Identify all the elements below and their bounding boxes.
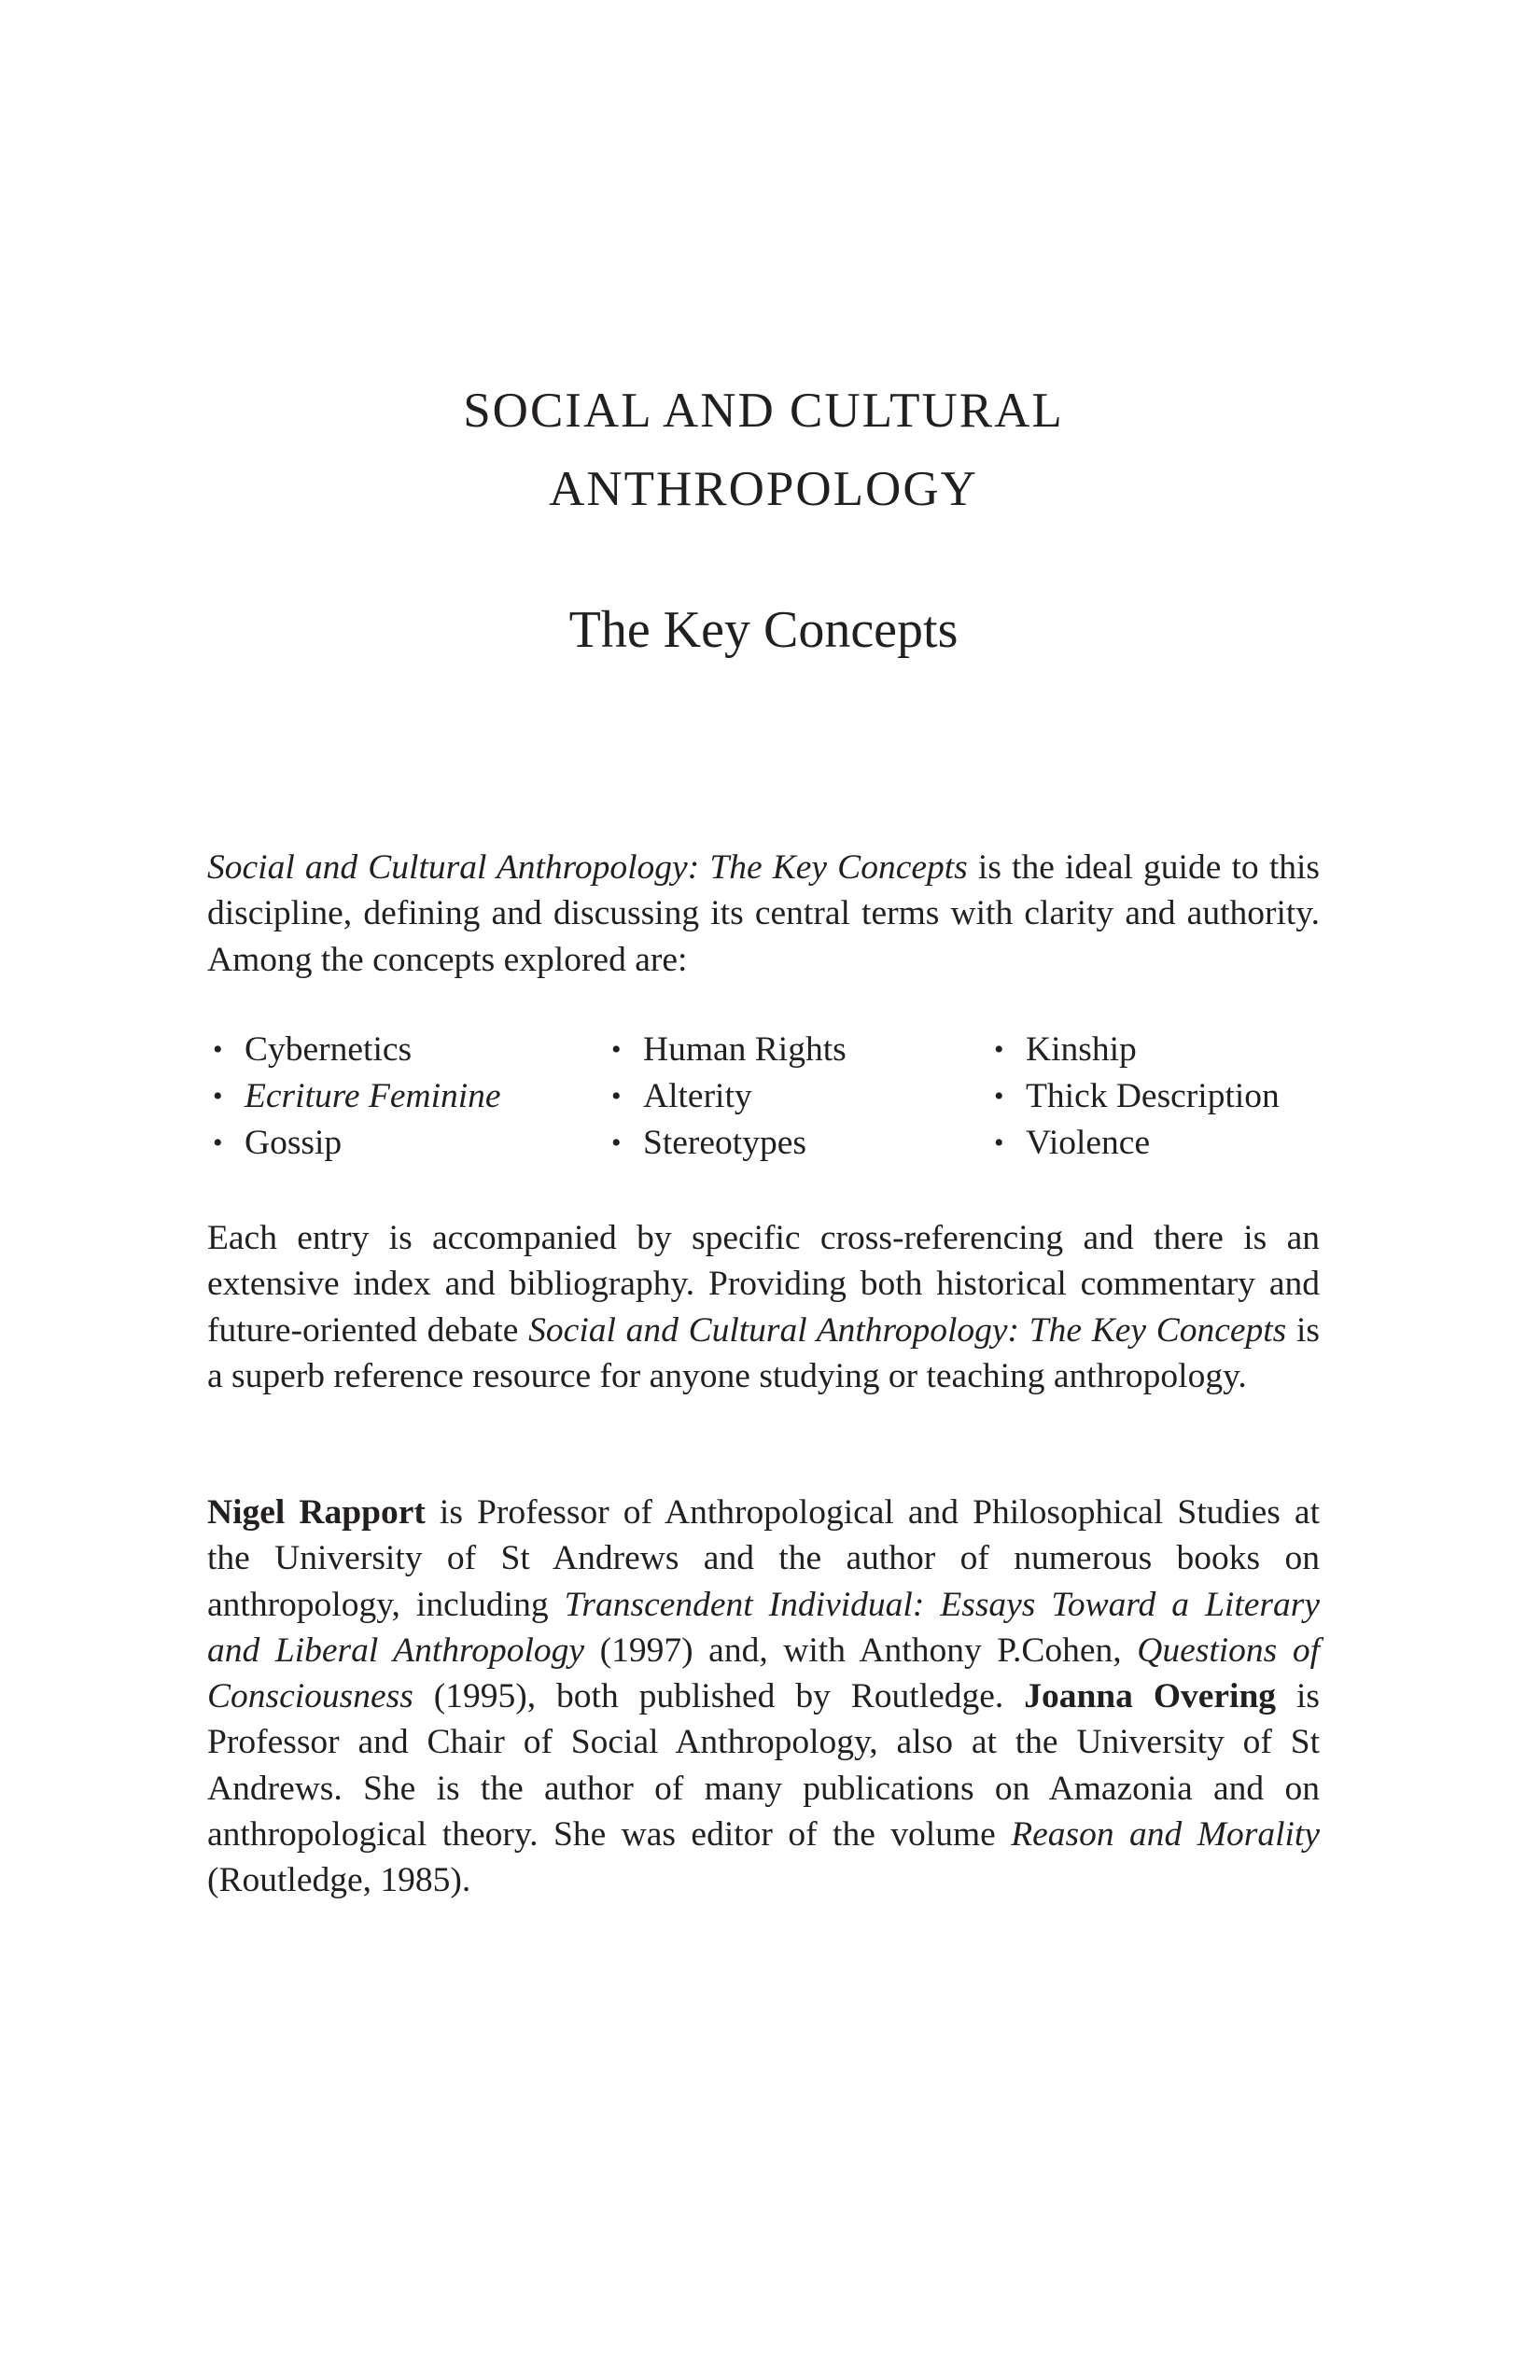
book-title-line-1: SOCIAL AND CULTURAL bbox=[463, 384, 1064, 438]
book-subtitle: The Key Concepts bbox=[568, 601, 959, 659]
author-1-bio-2: (1997) and, with Anthony P.Cohen, bbox=[584, 1631, 1138, 1670]
book-title-line-2: ANTHROPOLOGY bbox=[549, 462, 978, 516]
concept-item bbox=[213, 1027, 501, 1073]
concept-label: Alterity bbox=[643, 1077, 752, 1115]
author-2-book: Reason and Morality bbox=[1011, 1815, 1320, 1855]
concept-label: Ecriture Feminine bbox=[245, 1077, 501, 1115]
concept-item bbox=[611, 1073, 847, 1120]
author-2-bio-2: (Routledge, 1985). bbox=[207, 1861, 471, 1900]
author-2-name: Joanna Overing bbox=[1024, 1677, 1277, 1716]
concept-item bbox=[994, 1120, 1280, 1167]
concept-label: Stereotypes bbox=[643, 1124, 806, 1162]
intro-book-title: Social and Cultural Anthropology: The Key Concepts bbox=[207, 848, 968, 887]
author-1-bio: is Professor of Anthropological and Philosophical Studies at the University of St Andrews and the author of numerous books on anthropology, including bbox=[207, 1493, 1320, 1624]
bullet-icon: • bbox=[994, 1034, 1004, 1065]
concept-item bbox=[994, 1027, 1280, 1073]
description-paragraph bbox=[207, 1215, 1320, 1399]
concept-item bbox=[611, 1120, 847, 1167]
concept-item bbox=[213, 1120, 501, 1167]
author-1-book-2: Questions of Consciousness bbox=[207, 1631, 1321, 1716]
intro-paragraph bbox=[207, 845, 1320, 983]
author-1-bio-3: (1995), both published by Routledge. bbox=[413, 1677, 1025, 1716]
bullet-icon: • bbox=[611, 1081, 622, 1112]
concept-list bbox=[207, 1027, 1320, 1176]
concept-label: Violence bbox=[1026, 1124, 1151, 1162]
concept-column-3 bbox=[994, 1027, 1280, 1167]
book-page bbox=[207, 0, 1320, 2380]
bullet-icon: • bbox=[611, 1034, 622, 1065]
book-title bbox=[207, 371, 1320, 528]
description-book-title: Social and Cultural Anthropology: The Key Concepts bbox=[528, 1310, 1287, 1350]
author-1-book-1: Transcendent Individual: Essays Toward a Literary and Liberal Anthropology bbox=[207, 1585, 1320, 1670]
description-text-after: is a superb reference resource for anyone studying or teaching anthropology. bbox=[207, 1310, 1321, 1395]
bullet-icon: • bbox=[213, 1127, 223, 1158]
concept-item bbox=[611, 1027, 847, 1073]
concept-label: Thick Description bbox=[1026, 1077, 1280, 1115]
concept-label: Cybernetics bbox=[245, 1030, 413, 1069]
authors-paragraph bbox=[207, 1490, 1320, 1904]
author-2-bio: is Professor and Chair of Social Anthropology, also at the University of St Andrews. She is the author of many publications on Amazonia and on anthropological theory. She was editor of the volume bbox=[207, 1677, 1320, 1855]
bullet-icon: • bbox=[994, 1127, 1004, 1158]
concept-label: Gossip bbox=[245, 1124, 343, 1162]
concept-item bbox=[994, 1073, 1280, 1120]
author-1-name: Nigel Rapport bbox=[207, 1493, 426, 1532]
concept-label: Human Rights bbox=[643, 1030, 847, 1069]
concept-label: Kinship bbox=[1026, 1030, 1137, 1069]
intro-text: is the ideal guide to this discipline, defining and discussing its central terms with clarity and authority. Among the concepts explored are: bbox=[207, 848, 1320, 979]
bullet-icon: • bbox=[611, 1127, 622, 1158]
concept-column-1 bbox=[213, 1027, 501, 1167]
bullet-icon: • bbox=[213, 1034, 223, 1065]
concept-column-2 bbox=[611, 1027, 847, 1167]
bullet-icon: • bbox=[994, 1081, 1004, 1112]
bullet-icon: • bbox=[213, 1081, 223, 1112]
description-text-before: Each entry is accompanied by specific cross-referencing and there is an extensive index and bibliography. Providing both historical commentary and future-oriented debate bbox=[207, 1219, 1320, 1350]
concept-item bbox=[213, 1073, 501, 1120]
